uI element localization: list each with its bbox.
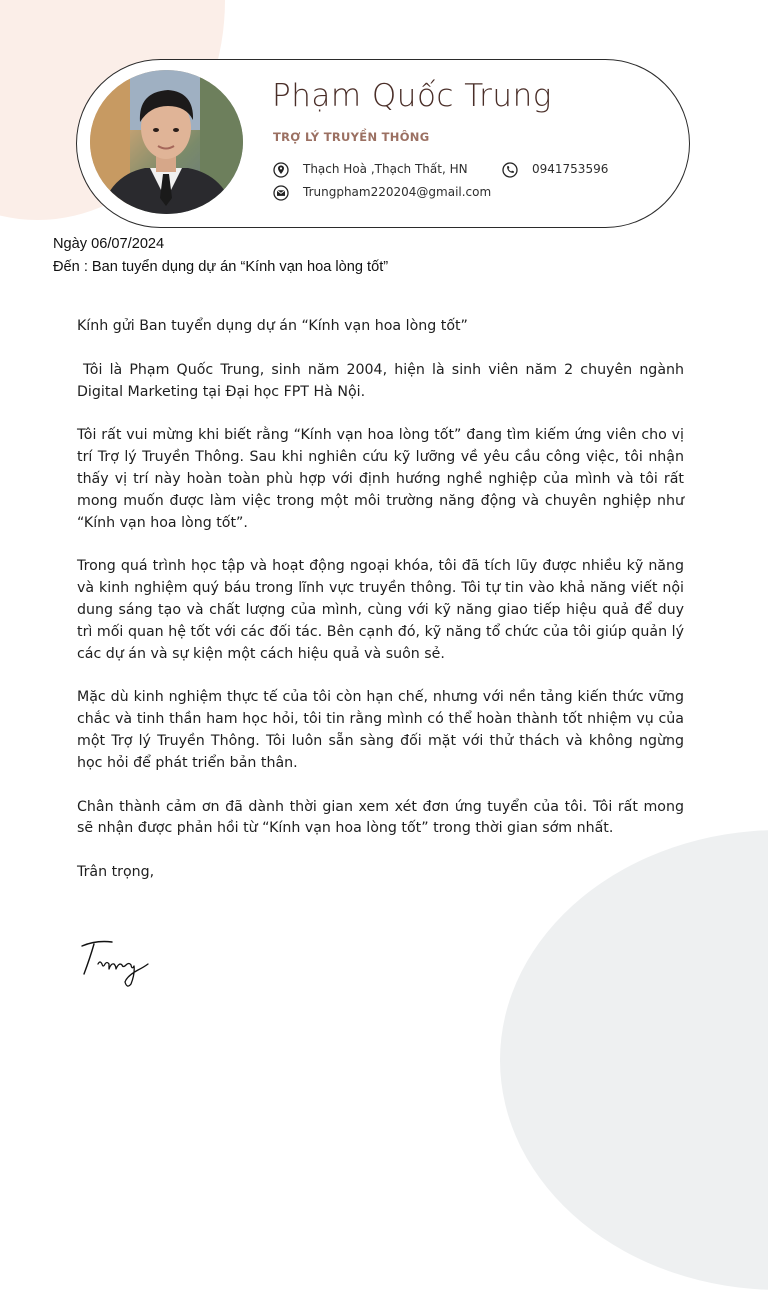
letter-recipient: Đến : Ban tuyển dụng dự án “Kính vạn hoa lòng tốt” bbox=[53, 259, 389, 275]
avatar bbox=[90, 70, 243, 214]
handwritten-signature bbox=[78, 934, 158, 990]
applicant-name: Phạm Quốc Trung bbox=[272, 78, 552, 114]
letter-paragraph-commitment: Mặc dù kinh nghiệm thực tế của tôi còn hạn chế, nhưng với nền tảng kiến thức vững chắc và tinh thần ham học hỏi, tôi tin rằng mình có thể hoàn thành tốt nhiệm vụ của một Trợ lý Truyền Thông. Tôi luôn sẵn sàng đối mặt với thử thách và không ngừng học hỏi để phát triển bản thân. bbox=[77, 689, 684, 771]
letter-closing: Trân trọng, bbox=[77, 864, 155, 881]
letter-date: Ngày 06/07/2024 bbox=[53, 236, 165, 252]
letter-paragraph-motivation: Tôi rất vui mừng khi biết rằng “Kính vạn hoa lòng tốt” đang tìm kiếm ứng viên cho vị trí Trợ lý Truyền Thông. Sau khi nghiên cứu kỹ lưỡng về yêu cầu công việc, tôi nhận thấy vị trí này hoàn toàn phù hợp với định hướng nghề nghiệp của mình và tôi rất mong muốn được làm việc trong một môi trường năng động và chuyên nghiệp như “Kính vạn hoa lòng tốt”. bbox=[77, 427, 684, 531]
letter-paragraph-thanks: Chân thành cảm ơn đã dành thời gian xem xét đơn ứng tuyển của tôi. Tôi rất mong sẽ nhận được phản hồi từ “Kính vạn hoa lòng tốt” trong thời gian sớm nhất. bbox=[77, 798, 684, 837]
letter-body bbox=[77, 316, 684, 906]
phone-icon bbox=[502, 162, 518, 178]
email-text: Trungpham220204@gmail.com bbox=[303, 185, 492, 199]
letter-paragraph-intro: Tôi là Phạm Quốc Trung, sinh năm 2004, hiện là sinh viên năm 2 chuyên ngành Digital Marketing tại Đại học FPT Hà Nội. bbox=[77, 361, 684, 400]
location-pin-icon bbox=[273, 162, 289, 178]
email-icon bbox=[273, 185, 289, 201]
letter-paragraph-skills: Trong quá trình học tập và hoạt động ngoại khóa, tôi đã tích lũy được nhiều kỹ năng và kinh nghiệm quý báu trong lĩnh vực truyền thông. Tôi tự tin vào khả năng viết nội dung sáng tạo và chất lượng của mình, cùng với kỹ năng giao tiếp hiệu quả để duy trì mối quan hệ tốt với các đối tác. Bên cạnh đó, kỹ năng tổ chức của tôi giúp quản lý các dự án và sự kiện một cách hiệu quả và suôn sẻ. bbox=[77, 558, 684, 662]
letter-greeting: Kính gửi Ban tuyển dụng dự án “Kính vạn hoa lòng tốt” bbox=[77, 318, 468, 334]
phone-text: 0941753596 bbox=[532, 162, 609, 176]
address-text: Thạch Hoà ,Thạch Thất, HN bbox=[303, 162, 468, 176]
job-title: TRỢ LÝ TRUYỀN THÔNG bbox=[273, 130, 430, 144]
